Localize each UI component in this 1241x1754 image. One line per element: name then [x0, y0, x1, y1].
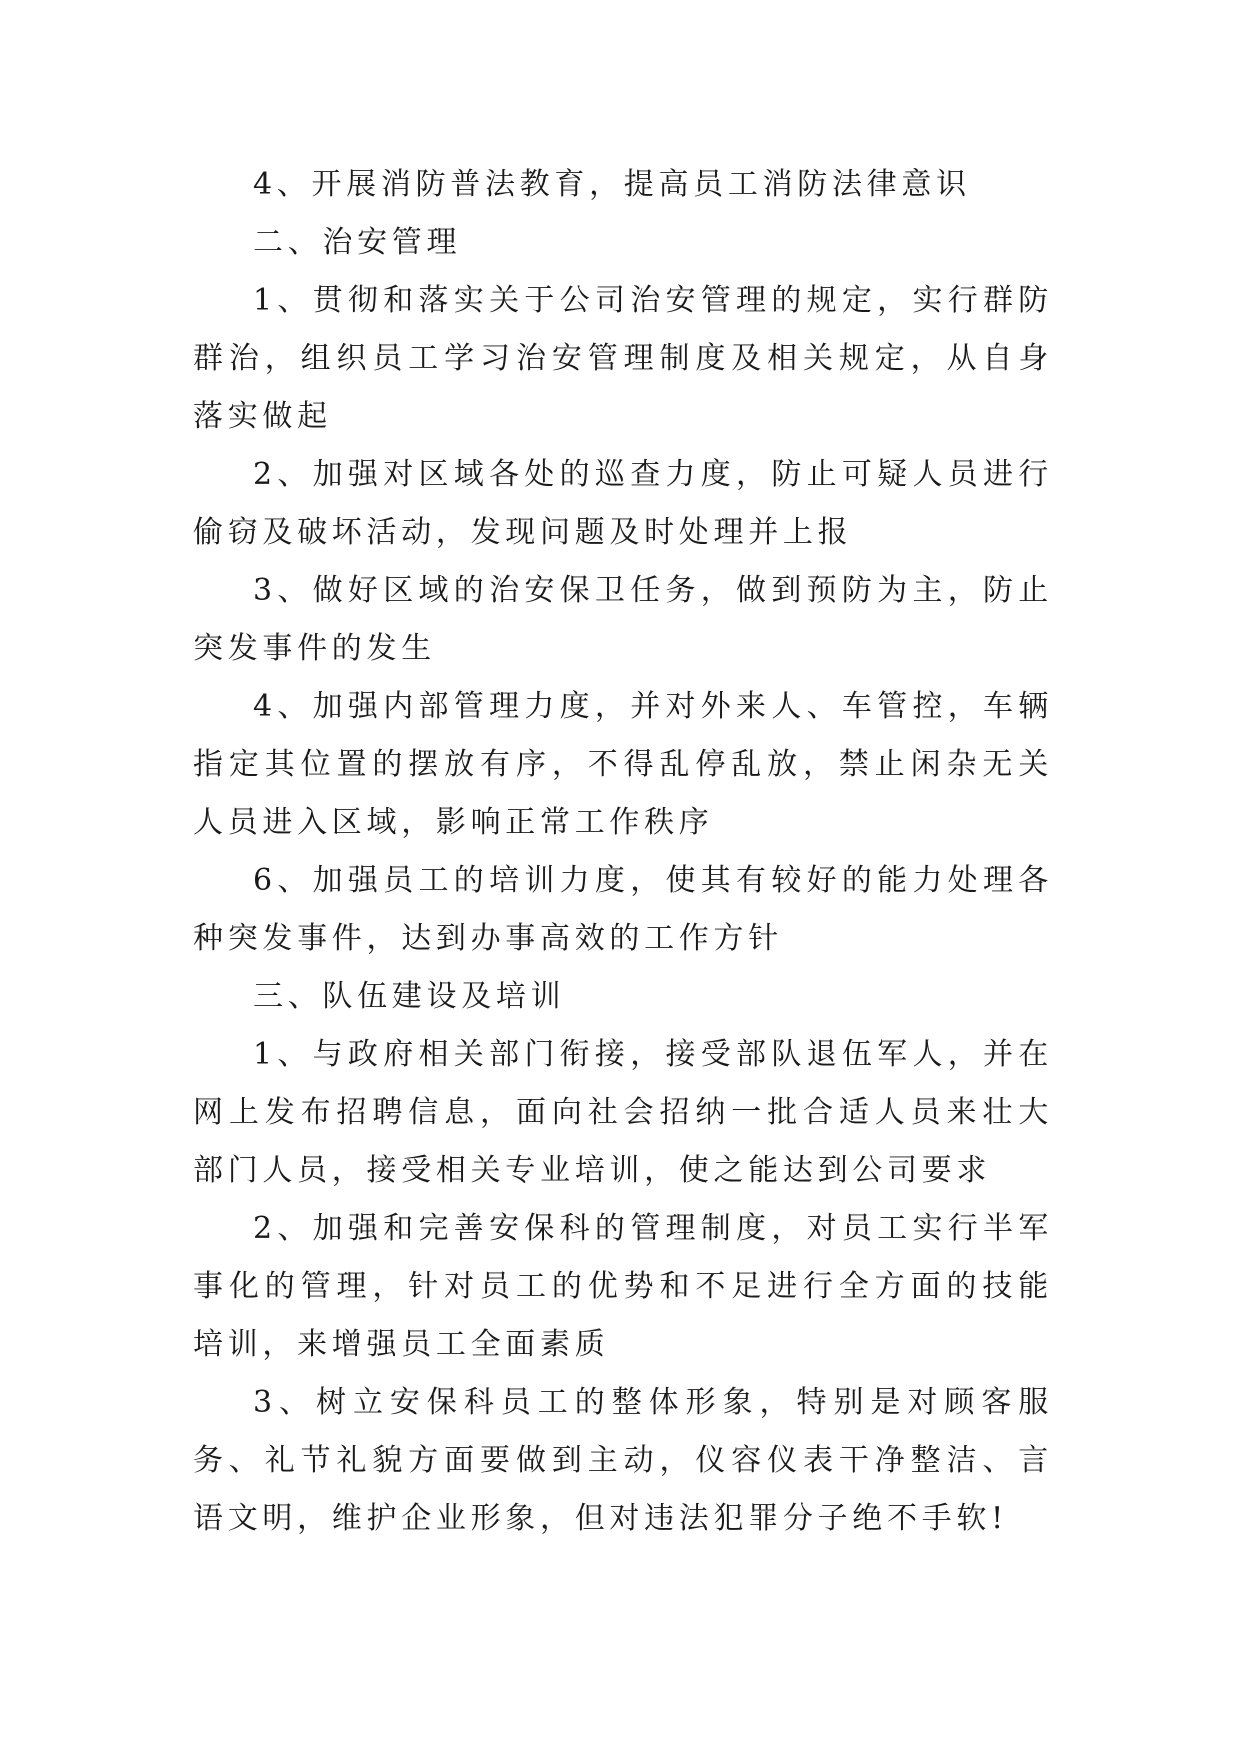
paragraph-security-3: 3、做好区域的治安保卫任务，做到预防为主，防止突发事件的发生 [193, 573, 1053, 666]
paragraph-security-1: 1、贯彻和落实关于公司治安管理的规定，实行群防群治，组织员工学习治安管理制度及相关规定，从自身落实做起 [193, 283, 1053, 434]
document-body [193, 156, 1053, 1548]
paragraph-security-6: 6、加强员工的培训力度，使其有较好的能力处理各种突发事件，达到办事高效的工作方针 [193, 863, 1053, 956]
paragraph-security-2: 2、加强对区域各处的巡查力度，防止可疑人员进行偷窃及破坏活动，发现问题及时处理并上报 [193, 457, 1053, 550]
paragraph-team-1: 1、与政府相关部门衔接，接受部队退伍军人，并在网上发布招聘信息，面向社会招纳一批合适人员来壮大部门人员，接受相关专业培训，使之能达到公司要求 [193, 1037, 1053, 1188]
paragraph-security-4: 4、加强内部管理力度，并对外来人、车管控，车辆指定其位置的摆放有序，不得乱停乱放，禁止闲杂无关人员进入区域，影响正常工作秩序 [193, 689, 1053, 840]
section-heading-security-management: 二、治安管理 [253, 225, 462, 260]
paragraph-fire-education: 4、开展消防普法教育，提高员工消防法律意识 [253, 167, 971, 202]
section-heading-team-building: 三、队伍建设及培训 [253, 979, 566, 1014]
paragraph-team-2: 2、加强和完善安保科的管理制度，对员工实行半军事化的管理，针对员工的优势和不足进行全方面的技能培训，来增强员工全面素质 [193, 1211, 1053, 1362]
paragraph-team-3: 3、树立安保科员工的整体形象，特别是对顾客服务、礼节礼貌方面要做到主动，仪容仪表干净整洁、言语文明，维护企业形象，但对违法犯罪分子绝不手软! [193, 1385, 1053, 1536]
